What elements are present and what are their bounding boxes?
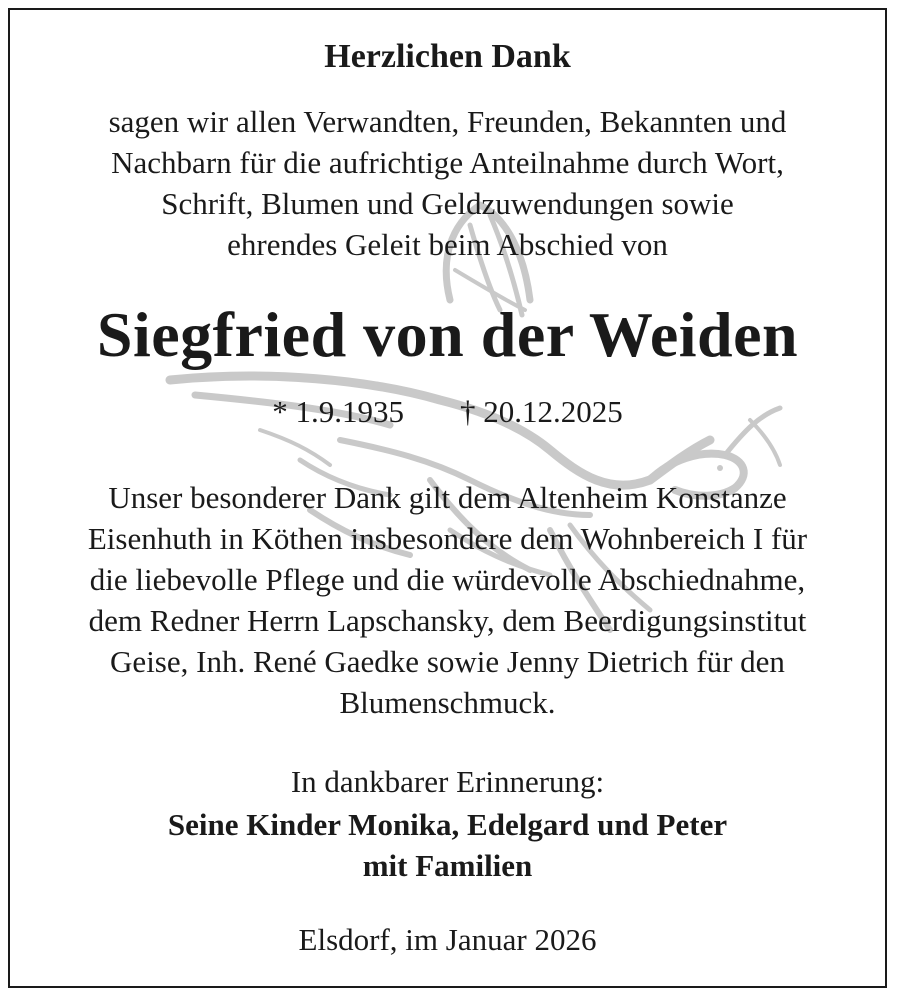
intro-line: Nachbarn für die aufrichtige Anteilnahme durch Wort, [111,145,784,180]
thanks-line: die liebevolle Pflege und die würdevolle Abschiednahme, [89,562,806,597]
intro-line: Schrift, Blumen und Geldzuwendungen sowie [161,186,734,221]
life-dates [10,394,885,430]
place-date: Elsdorf, im Januar 2026 [298,922,597,957]
thanks-line: Eisenhuth in Köthen insbesondere dem Wohnbereich I für [87,521,808,556]
signatories-line: Seine Kinder Monika, Edelgard und Peter [167,807,728,842]
deceased-name: Siegfried von der Weiden [96,299,799,370]
thanks-line: Blumenschmuck. [339,685,556,720]
birth-date: * 1.9.1935 [272,394,404,429]
signatories-line: mit Familien [362,848,533,883]
death-date: † 20.12.2025 [460,394,623,429]
closing: In dankbarer Erinnerung: [290,764,605,799]
heading: Herzlichen Dank [324,38,571,75]
intro-line: sagen wir allen Verwandten, Freunden, Bekannten und [108,104,787,139]
obituary-card [8,8,887,988]
thanks-line: dem Redner Herrn Lapschansky, dem Beerdigungsinstitut [88,603,807,638]
intro-line: ehrendes Geleit beim Abschied von [227,227,668,262]
thanks-line: Unser besonderer Dank gilt dem Altenheim Konstanze [108,480,787,515]
thanks-line: Geise, Inh. René Gaedke sowie Jenny Dietrich für den [110,644,785,679]
